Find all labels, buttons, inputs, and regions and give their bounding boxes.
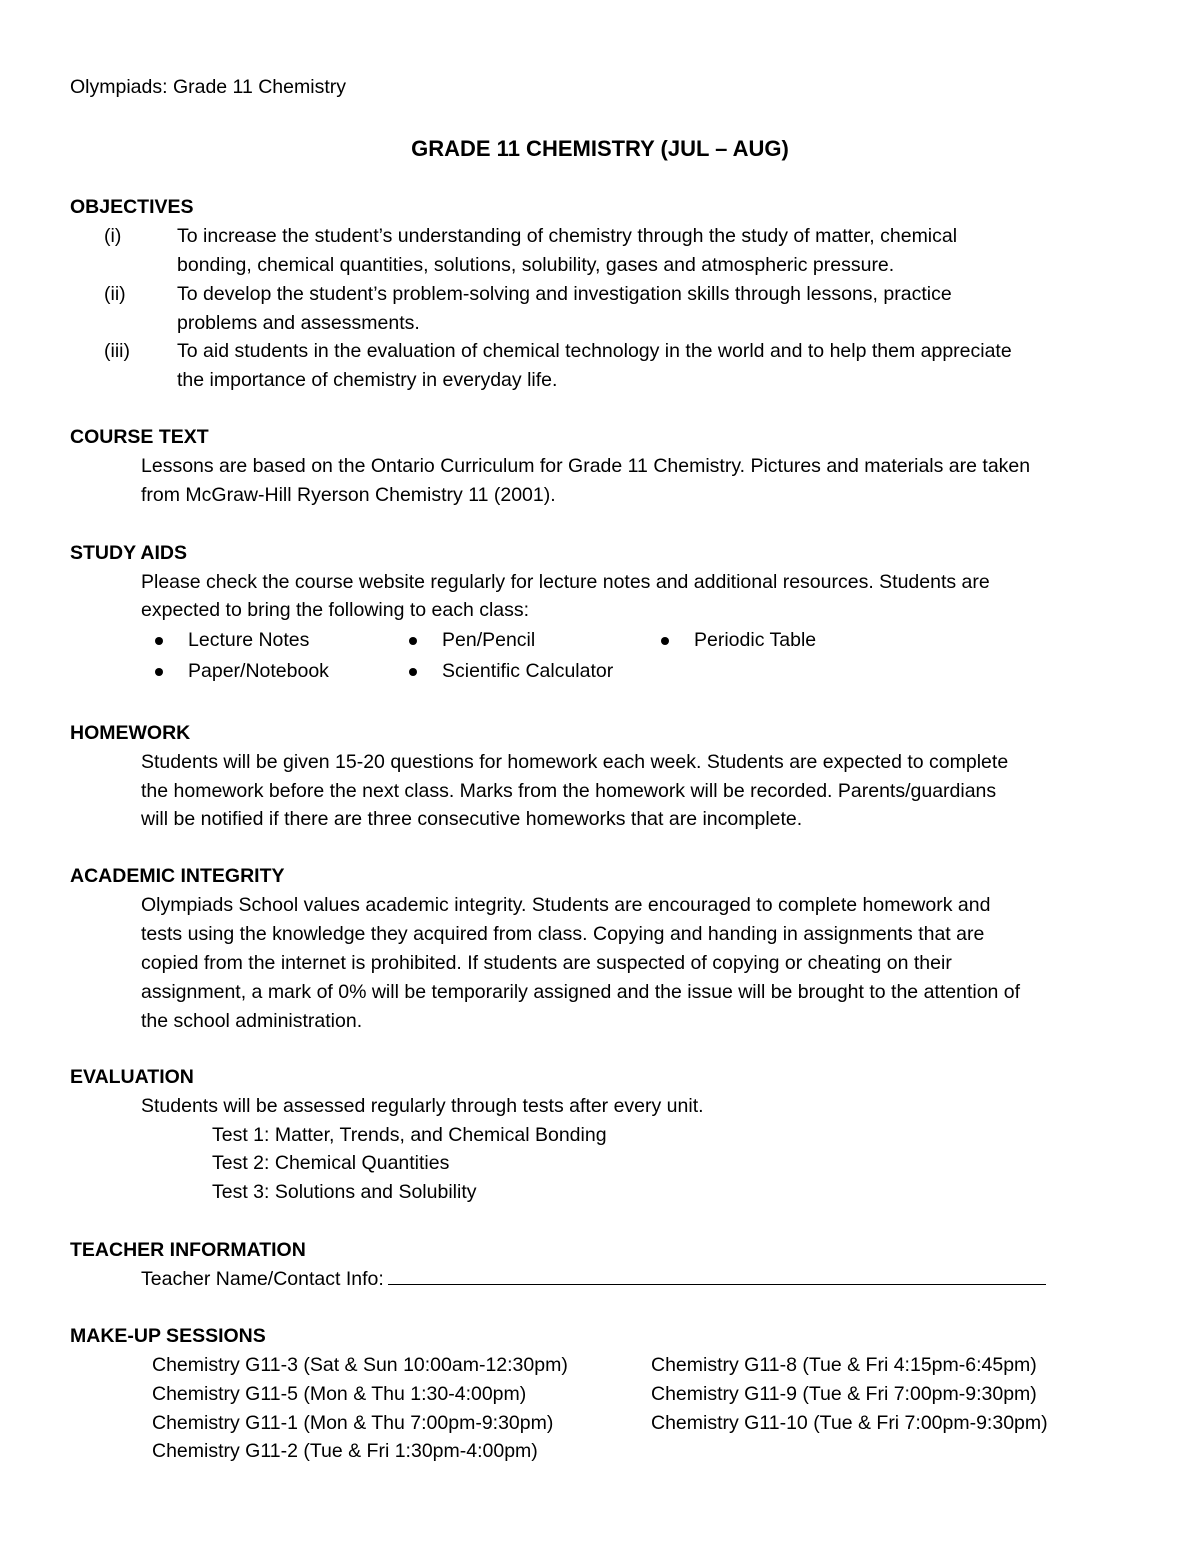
session-item: Chemistry G11-9 (Tue & Fri 7:00pm-9:30pm) [651,1383,1037,1405]
list-item-label: Scientific Calculator [442,660,614,682]
bullet-icon [409,668,417,676]
list-item-label: Paper/Notebook [188,660,329,682]
teacher-info-heading: TEACHER INFORMATION [70,1239,306,1261]
session-item: Chemistry G11-8 (Tue & Fri 4:15pm-6:45pm) [651,1354,1037,1376]
session-item: Chemistry G11-1 (Mon & Thu 7:00pm-9:30pm) [152,1412,554,1434]
academic-integrity-line: copied from the internet is prohibited. If students are suspected of copying or cheating on their [141,952,952,974]
homework-heading: HOMEWORK [70,722,191,744]
page-title: GRADE 11 CHEMISTRY (JUL – AUG) [411,136,789,161]
academic-integrity-line: assignment, a mark of 0% will be temporarily assigned and the issue will be brought to the attention of [141,981,1021,1003]
homework-line: Students will be given 15-20 questions for homework each week. Students are expected to complete [141,751,1009,773]
objectives-heading: OBJECTIVES [70,196,194,218]
bullet-icon [155,637,163,645]
objective-number: (ii) [104,283,126,305]
list-item-label: Periodic Table [694,629,817,651]
test-item: Test 1: Matter, Trends, and Chemical Bonding [212,1124,607,1146]
running-header: Olympiads: Grade 11 Chemistry [70,76,346,98]
academic-integrity-heading: ACADEMIC INTEGRITY [70,865,285,887]
study-aids-line: Please check the course website regularly for lecture notes and additional resources. Students are [141,571,990,593]
objective-line: To aid students in the evaluation of chemical technology in the world and to help them appreciate [177,340,1012,362]
teacher-contact-row [141,1264,1046,1294]
bullet-icon [155,668,163,676]
test-item: Test 3: Solutions and Solubility [212,1181,477,1203]
study-aids-heading: STUDY AIDS [70,542,188,564]
bullet-icon [661,637,669,645]
homework-line: the homework before the next class. Marks from the homework will be recorded. Parents/guardians [141,780,997,802]
course-text-heading: COURSE TEXT [70,426,209,448]
homework-line: will be notified if there are three consecutive homeworks that are incomplete. [141,808,803,830]
session-item: Chemistry G11-10 (Tue & Fri 7:00pm-9:30pm) [651,1412,1048,1434]
objective-line: bonding, chemical quantities, solutions, solubility, gases and atmospheric pressure. [177,254,895,276]
objective-line: the importance of chemistry in everyday life. [177,369,558,391]
list-item-label: Pen/Pencil [442,629,536,651]
course-text-line: from McGraw-Hill Ryerson Chemistry 11 (2001). [141,484,556,506]
study-aids-line: expected to bring the following to each class: [141,599,530,621]
objective-number: (iii) [104,340,130,362]
test-item: Test 2: Chemical Quantities [212,1152,450,1174]
objective-line: problems and assessments. [177,312,420,334]
academic-integrity-line: Olympiads School values academic integrity. Students are encouraged to complete homework and [141,894,991,916]
teacher-contact-blank[interactable] [388,1264,1046,1285]
evaluation-heading: EVALUATION [70,1066,194,1088]
session-item: Chemistry G11-5 (Mon & Thu 1:30-4:00pm) [152,1383,527,1405]
academic-integrity-line: the school administration. [141,1010,363,1032]
teacher-contact-label: Teacher Name/Contact Info: [141,1268,384,1290]
course-text-line: Lessons are based on the Ontario Curriculum for Grade 11 Chemistry. Pictures and materials are taken [141,455,1031,477]
session-item: Chemistry G11-3 (Sat & Sun 10:00am-12:30pm) [152,1354,568,1376]
makeup-sessions-heading: MAKE-UP SESSIONS [70,1325,266,1347]
list-item-label: Lecture Notes [188,629,310,651]
evaluation-intro: Students will be assessed regularly through tests after every unit. [141,1095,704,1117]
academic-integrity-line: tests using the knowledge they acquired from class. Copying and handing in assignments that are [141,923,985,945]
session-item: Chemistry G11-2 (Tue & Fri 1:30pm-4:00pm) [152,1440,538,1462]
objective-line: To increase the student’s understanding of chemistry through the study of matter, chemical [177,225,958,247]
objective-line: To develop the student’s problem-solving and investigation skills through lessons, practice [177,283,952,305]
bullet-icon [409,637,417,645]
objective-number: (i) [104,225,122,247]
